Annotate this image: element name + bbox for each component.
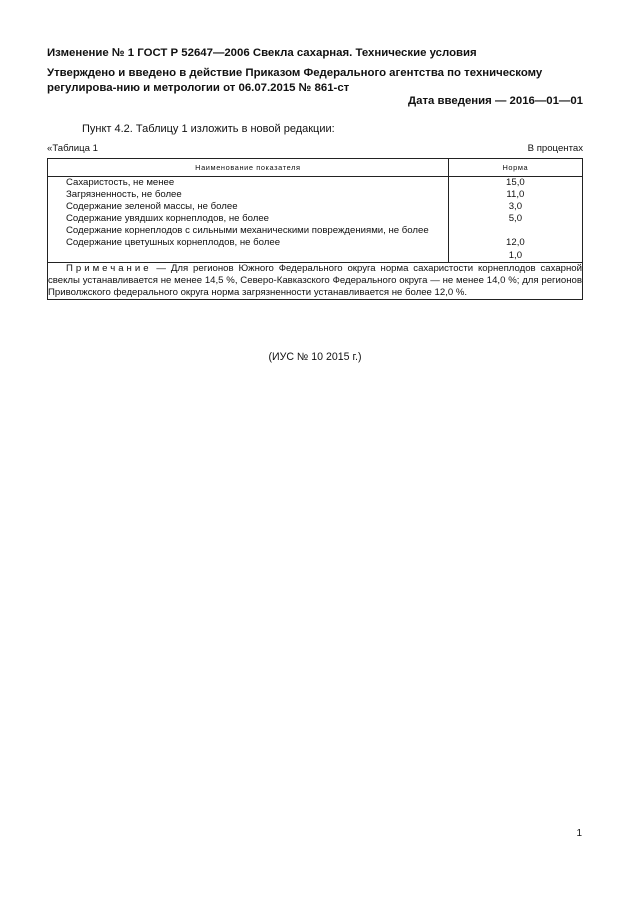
table-label: «Таблица 1 <box>47 143 98 154</box>
table-unit: В процентах <box>527 143 583 154</box>
table-note <box>48 262 583 299</box>
norm-value: 1,0 <box>508 249 523 261</box>
table-note-row <box>48 262 583 299</box>
norm-value: 3,0 <box>508 201 523 213</box>
norm-values-cell <box>448 177 582 263</box>
header-indicator: Наименование показателя <box>48 159 449 177</box>
norms-table <box>47 158 583 300</box>
table-body-row <box>48 177 583 263</box>
norm-value: 12,0 <box>506 237 525 249</box>
norm-value: 11,0 <box>506 189 525 201</box>
source-reference: (ИУС № 10 2015 г.) <box>268 351 362 363</box>
approval-statement: Утверждено и введено в действие Приказом Федерального агентства по техническому регулирова-нию и метрологии от 06.07.2015 № 861-ст <box>47 67 543 94</box>
indicator-name: Содержание увядших корнеплодов, не более <box>66 213 270 225</box>
indicator-names-cell <box>48 177 449 263</box>
indicator-name: Содержание зеленой массы, не более <box>66 201 238 213</box>
indicator-name: Содержание цветушных корнеплодов, не более <box>66 237 281 249</box>
norm-value: 5,0 <box>508 213 523 225</box>
header-norm: Норма <box>448 159 582 177</box>
intro-paragraph: Пункт 4.2. Таблицу 1 изложить в новой редакции: <box>82 123 335 135</box>
page-number: 1 <box>576 828 582 839</box>
indicator-name: Загрязненность, не более <box>66 189 182 201</box>
note-text: — Для регионов Южного Федерального округа норма сахаристости корнеплодов сахарной свеклы устанавливается не менее 14,5 %, Северо-Кавказского Федерального округа — не менее 14,0 %; для регионов Приволжского федерального округа норма загрязненности устанавливается не более 12,0 %. <box>48 262 582 298</box>
note-label: Примечание <box>66 262 152 274</box>
indicator-name: Содержание корнеплодов с сильными механическими повреждениями, не более <box>66 225 429 237</box>
indicator-name: Сахаристость, не менее <box>66 177 175 188</box>
effective-date: Дата введения — 2016—01—01 <box>408 95 583 107</box>
table-header-row <box>48 159 583 177</box>
norm-value: 15,0 <box>506 177 525 188</box>
document-title: Изменение № 1 ГОСТ Р 52647—2006 Свекла сахарная. Технические условия <box>47 47 477 59</box>
norm-value-spacer <box>449 225 582 237</box>
